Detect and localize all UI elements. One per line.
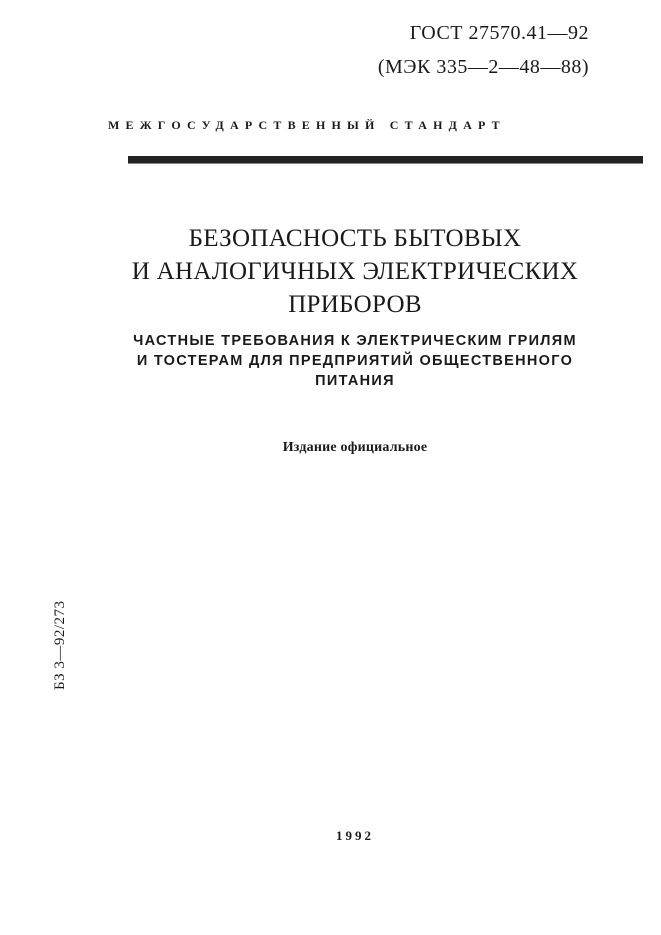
subtitle-line: ЧАСТНЫЕ ТРЕБОВАНИЯ К ЭЛЕКТРИЧЕСКИМ ГРИЛЯМ bbox=[133, 333, 577, 349]
document-title bbox=[60, 222, 650, 321]
title-line: И АНАЛОГИЧНЫХ ЭЛЕКТРИЧЕСКИХ bbox=[131, 258, 579, 285]
subtitle-line: ПИТАНИЯ bbox=[315, 373, 395, 389]
header-divider bbox=[128, 156, 643, 164]
title-line: ПРИБОРОВ bbox=[288, 291, 422, 318]
title-block bbox=[60, 222, 650, 391]
subtitle-line: И ТОСТЕРАМ ДЛЯ ПРЕДПРИЯТИЙ ОБЩЕСТВЕННОГО bbox=[136, 353, 574, 369]
iec-number: (МЭК 335—2—48—88) bbox=[377, 56, 589, 78]
standard-type-label: МЕЖГОСУДАРСТВЕННЫЙ СТАНДАРТ bbox=[108, 118, 506, 132]
gost-number: ГОСТ 27570.41—92 bbox=[409, 22, 589, 44]
edition-label: Издание официальное bbox=[282, 440, 428, 455]
title-line: БЕЗОПАСНОСТЬ БЫТОВЫХ bbox=[188, 225, 522, 252]
side-code: БЗ 3—92/273 bbox=[52, 600, 68, 690]
document-subtitle bbox=[60, 331, 650, 391]
publication-year: 1992 bbox=[336, 828, 374, 843]
